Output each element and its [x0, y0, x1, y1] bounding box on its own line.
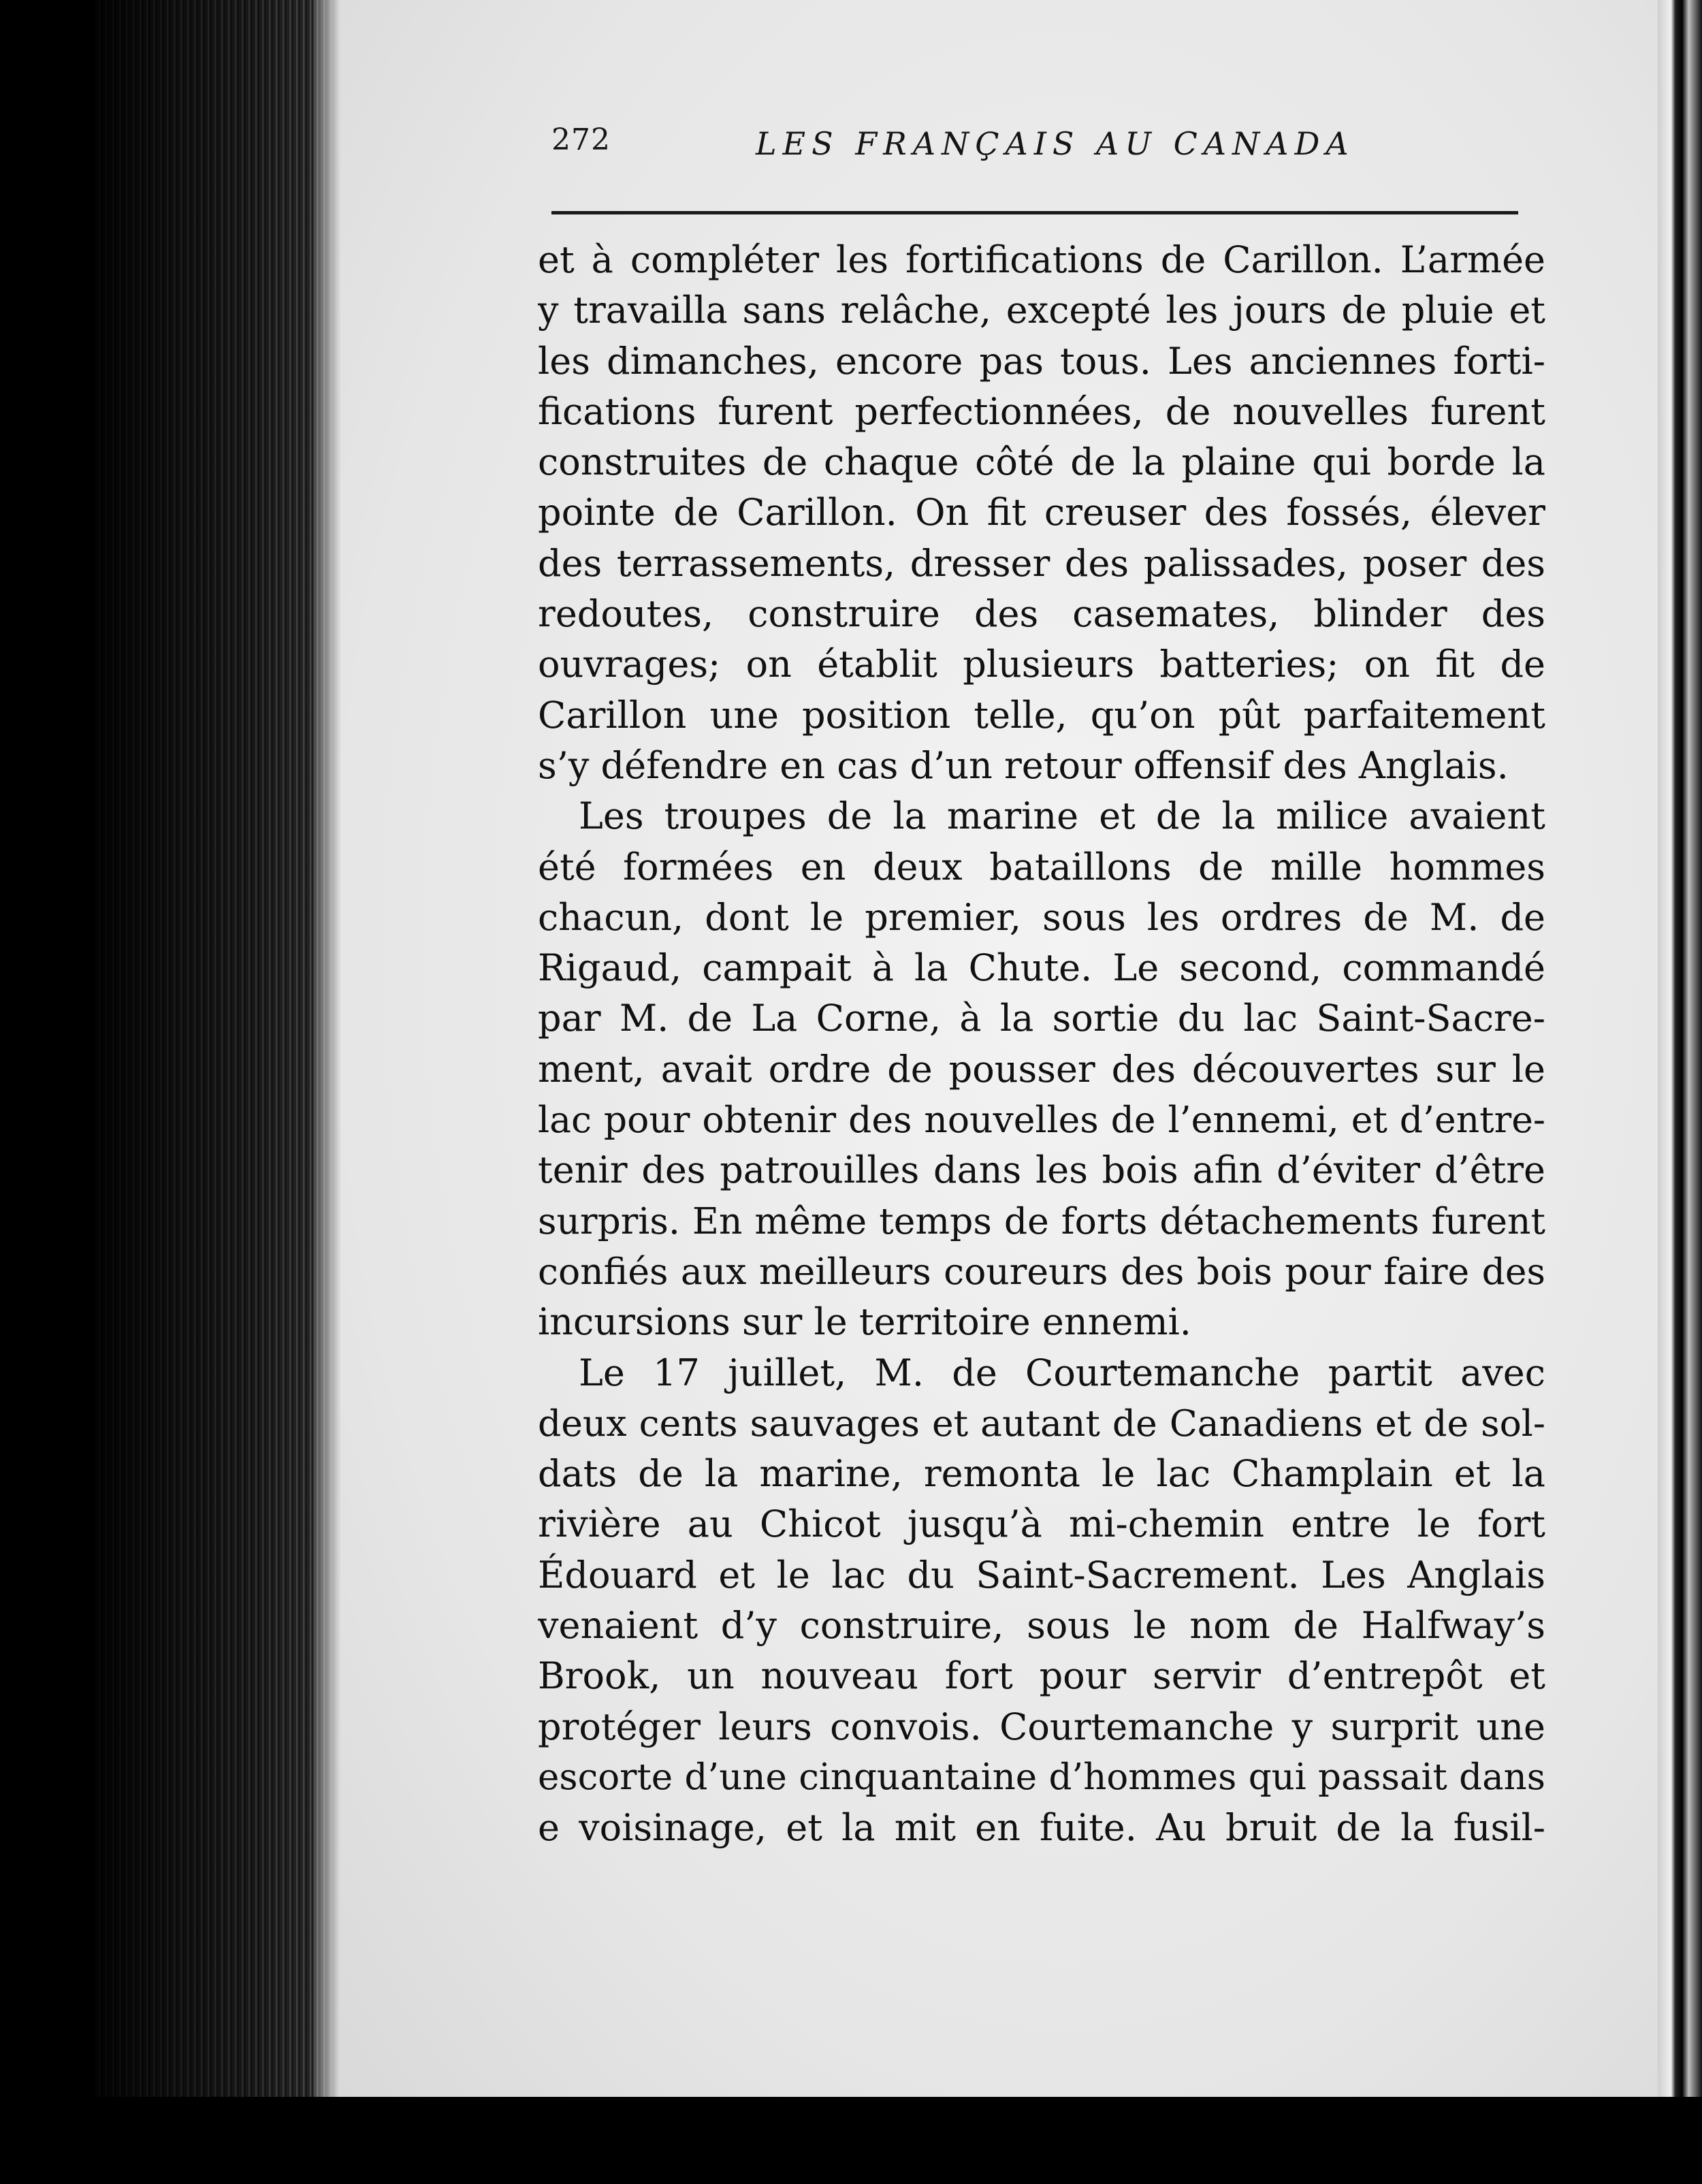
paragraph-2: [538, 791, 1545, 1347]
text-line: Rigaud, campait à la Chute. Le second, commandé: [538, 946, 1545, 990]
text-line: construites de chaque côté de la plaine qui borde la: [538, 440, 1545, 484]
body-text: [538, 235, 1545, 1854]
text-line: Brook, un nouveau fort pour servir d’entrepôt et: [538, 1654, 1545, 1698]
text-line: redoutes, construire des casemates, blinder des: [538, 592, 1545, 636]
text-line: les dimanches, encore pas tous. Les anciennes forti-: [538, 339, 1545, 383]
text-line: protéger leurs convois. Courtemanche y surprit une: [538, 1705, 1545, 1748]
text-line: y travailla sans relâche, excepté les jours de pluie et: [538, 289, 1545, 332]
text-line: par M. de La Corne, à la sortie du lac Saint-Sacre-: [538, 997, 1545, 1040]
text-line: pointe de Carillon. On fit creuser des fossés, élever: [538, 491, 1545, 534]
text-line: surpris. En même temps de forts détachements furent: [538, 1199, 1545, 1242]
paragraph-3: [538, 1348, 1545, 1854]
text-line: tenir des patrouilles dans les bois afin d’éviter d’être: [538, 1149, 1545, 1192]
text-line: s’y défendre en cas d’un retour offensif des Anglais.: [538, 743, 1509, 787]
paragraph-1: [538, 235, 1545, 791]
text-line: deux cents sauvages et autant de Canadiens et de sol-: [538, 1401, 1545, 1445]
text-line: venaient d’y construire, sous le nom de Halfway’s: [538, 1604, 1545, 1648]
text-line: dats de la marine, remonta le lac Champlain et la: [538, 1452, 1545, 1496]
text-line: Édouard et le lac du Saint-Sacrement. Les Anglais: [538, 1553, 1545, 1596]
text-line: confiés aux meilleurs coureurs des bois pour faire des: [538, 1249, 1545, 1293]
page-number: 272: [551, 123, 611, 157]
text-line: ment, avait ordre de pousser des découvertes sur le: [538, 1047, 1545, 1091]
text-line: Carillon une position telle, qu’on pût parfaitement: [538, 693, 1545, 737]
text-line: e voisinage, et la mit en fuite. Au bruit de la fusil-: [538, 1806, 1545, 1850]
text-line: fications furent perfectionnées, de nouvelles furent: [538, 389, 1545, 433]
book-page-edges: [95, 0, 340, 2184]
text-line: lac pour obtenir des nouvelles de l’ennemi, et d’entre-: [538, 1098, 1545, 1142]
text-line: Le 17 juillet, M. de Courtemanche partit avec: [579, 1351, 1545, 1394]
text-line: et à compléter les fortifications de Carillon. L’armée: [538, 238, 1545, 281]
right-page-edge: [1658, 0, 1702, 2184]
text-line: ouvrages; on établit plusieurs batteries; on fit de: [538, 643, 1545, 686]
header-rule: [551, 211, 1518, 214]
text-line: rivière au Chicot jusqu’à mi-chemin entre le fort: [538, 1503, 1545, 1546]
text-line: des terrassements, dresser des palissades, poser des: [538, 541, 1545, 585]
text-line: chacun, dont le premier, sous les ordres de M. de: [538, 895, 1545, 939]
text-line: été formées en deux bataillons de mille hommes: [538, 845, 1545, 888]
page-header: [551, 116, 1518, 177]
text-line: escorte d’une cinquantaine d’hommes qui passait dans: [538, 1756, 1545, 1798]
running-title: LES FRANÇAIS AU CANADA: [756, 125, 1355, 162]
bottom-dark-strip: [0, 2097, 1702, 2184]
text-line: Les troupes de la marine et de la milice avaient: [579, 794, 1545, 838]
text-line: incursions sur le territoire ennemi.: [538, 1300, 1191, 1344]
